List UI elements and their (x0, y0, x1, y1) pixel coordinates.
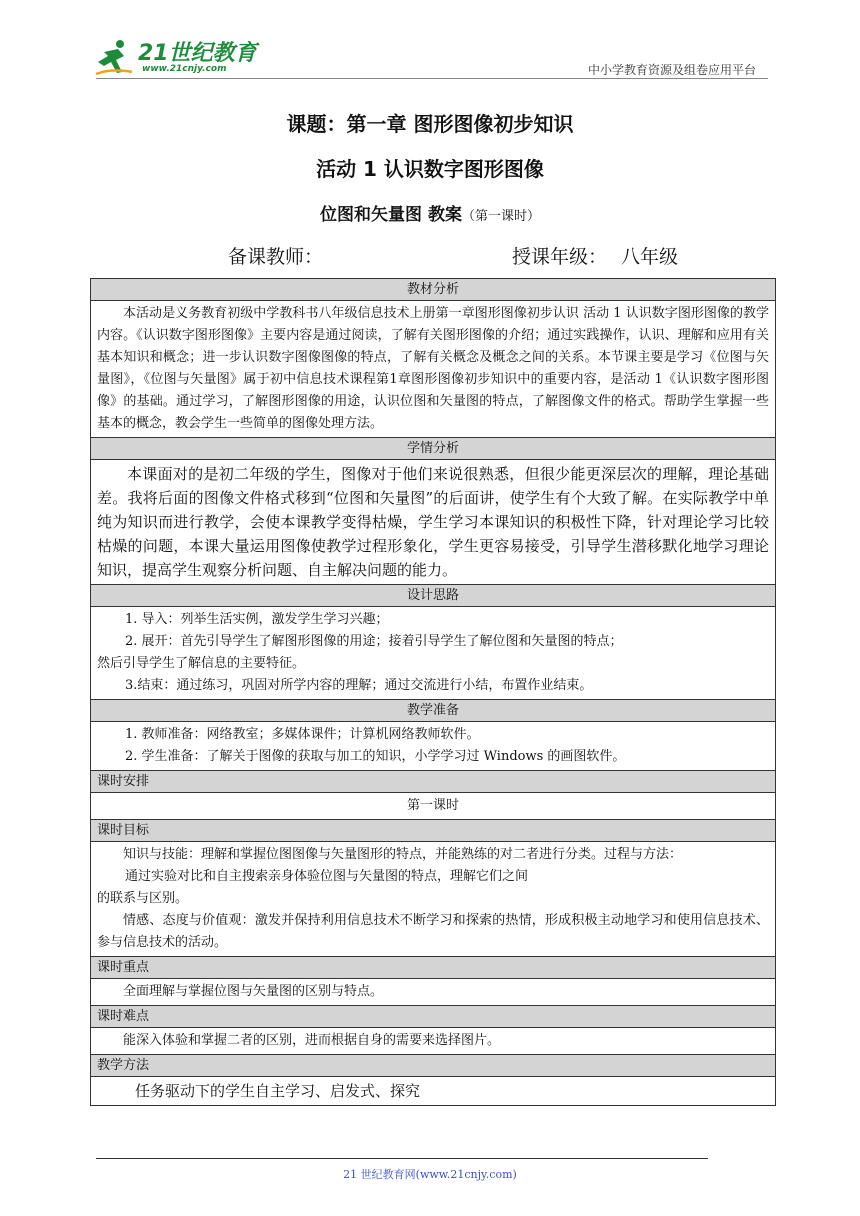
header-divider (96, 78, 768, 79)
lesson-plan-table (90, 278, 776, 1106)
keypoint-value: 全面理解与掌握位图与矢量图的区别与特点。 (91, 978, 775, 1005)
material-analysis-text: 本活动是义务教育初级中学教科书八年级信息技术上册第一章图形图像初步认识 活动 1 认识数字图形图像的教学内容。《认识数字图形图像》主要内容是通过阅读，了解有关图形图像的介绍；通过实践操作，认识、理解和应用有关基本知识和概念；进一步认识数字图像图像的特点，了解有关概念及概念之间的关系。本节课主要是学习《位图与矢量图》，《位图与矢量图》属于初中信息技术课程第1章图形图像初步知识中的重要内容，是活动 1《认识数字图形图像》的基础。通过学习，了解图形图像的用途，认识位图和矢量图的特点，了解图像文件的格式。帮助学生掌握一些基本的概念，教会学生一些简单的图像处理方法。 (91, 300, 775, 437)
plan-title-main: 位图和矢量图 教案 (320, 205, 462, 225)
section-header-design: 设计思路 (91, 584, 775, 606)
section-header-students: 学情分析 (91, 437, 775, 459)
section-header-material: 教材分析 (91, 279, 775, 300)
method-value: 任务驱动下的学生自主学习、启发式、探究 (91, 1076, 775, 1105)
teacher-label: 备课教师： (228, 246, 324, 268)
teaching-prep (91, 721, 775, 770)
footer-divider (96, 1158, 708, 1159)
grade-value: 八年级 (621, 246, 679, 268)
logo-text: 21世纪教育 (138, 41, 257, 66)
design-item-3: 3.结束：通过练习，巩固对所学内容的理解；通过交流进行小结，布置作业结束。 (125, 678, 593, 693)
design-item-1: 1. 导入：列举生活实例，激发学生学习兴趣； (125, 612, 389, 627)
design-item-2-continued: 然后引导学生了解信息的主要特征。 (97, 656, 306, 671)
section-header-prep: 教学准备 (91, 699, 775, 721)
section-header-method: 教学方法 (91, 1054, 775, 1076)
prep-item-1: 1. 教师准备：网络教室；多媒体课件；计算机网络教师软件。 (125, 727, 480, 742)
footer-site-link[interactable]: 21 世纪教育网(www.21cnjy.com) (343, 1168, 517, 1181)
schedule-value: 第一课时 (91, 792, 775, 819)
grade-label: 授课年级： (512, 246, 608, 268)
goal-line-1: 知识与技能：理解和掌握位图图像与矢量图形的特点，并能熟练的对二者进行分类。过程与方法： (123, 847, 683, 862)
difficulty-value: 能深入体验和掌握二者的区别，进而根据自身的需要来选择图片。 (91, 1027, 775, 1054)
goal-line-3: 的联系与区别。 (97, 891, 189, 906)
runner-logo-icon (94, 38, 134, 76)
lesson-title: 课题：第一章 图形图像初步知识 (286, 112, 574, 136)
logo-url: www.21cnjy.com (142, 64, 227, 74)
goal-line-4: 情感、态度与价值观：激发并保持利用信息技术不断学习和探索的热情，形成积极主动地学习和使用信息技术、参与信息技术的活动。 (97, 913, 769, 950)
lesson-goals (91, 841, 775, 956)
section-header-goals: 课时目标 (91, 819, 775, 841)
design-item-2: 2. 展开：首先引导学生了解图形图像的用途；接着引导学生了解位图和矢量图的特点； (125, 634, 623, 649)
goal-line-2: 通过实验对比和自主搜索亲身体验位图与矢量图的特点，理解它们之间 (125, 869, 529, 884)
page-header (90, 36, 770, 80)
section-header-difficulty: 课时难点 (91, 1005, 775, 1027)
design-ideas (91, 606, 775, 699)
activity-title: 活动 1 认识数字图形图像 (316, 157, 544, 181)
student-analysis-text: 本课面对的是初二年级的学生，图像对于他们来说很熟悉，但很少能更深层次的理解，理论基础差。我将后面的图像文件格式移到“位图和矢量图”的后面讲，使学生有个大致了解。在实际教学中单纯为知识而进行教学，会使本课教学变得枯燥，学生学习本课知识的积极性下降，针对理论学习比较枯燥的问题，本课大量运用图像使教学过程形象化，学生更容易接受，引导学生潜移默化地学习理论知识，提高学生观察分析问题、自主解决问题的能力。 (91, 459, 775, 584)
prep-item-2: 2. 学生准备：了解关于图像的获取与加工的知识，小学学习过 Windows 的画图软件。 (125, 749, 626, 764)
grade-info (512, 242, 678, 269)
plan-title-session: （第一课时） (461, 209, 540, 224)
section-header-keypoint: 课时重点 (91, 956, 775, 978)
header-platform-name: 中小学教育资源及组卷应用平台 (587, 63, 756, 77)
site-logo[interactable] (90, 36, 270, 80)
plan-title (0, 200, 860, 225)
section-header-schedule: 课时安排 (91, 770, 775, 792)
